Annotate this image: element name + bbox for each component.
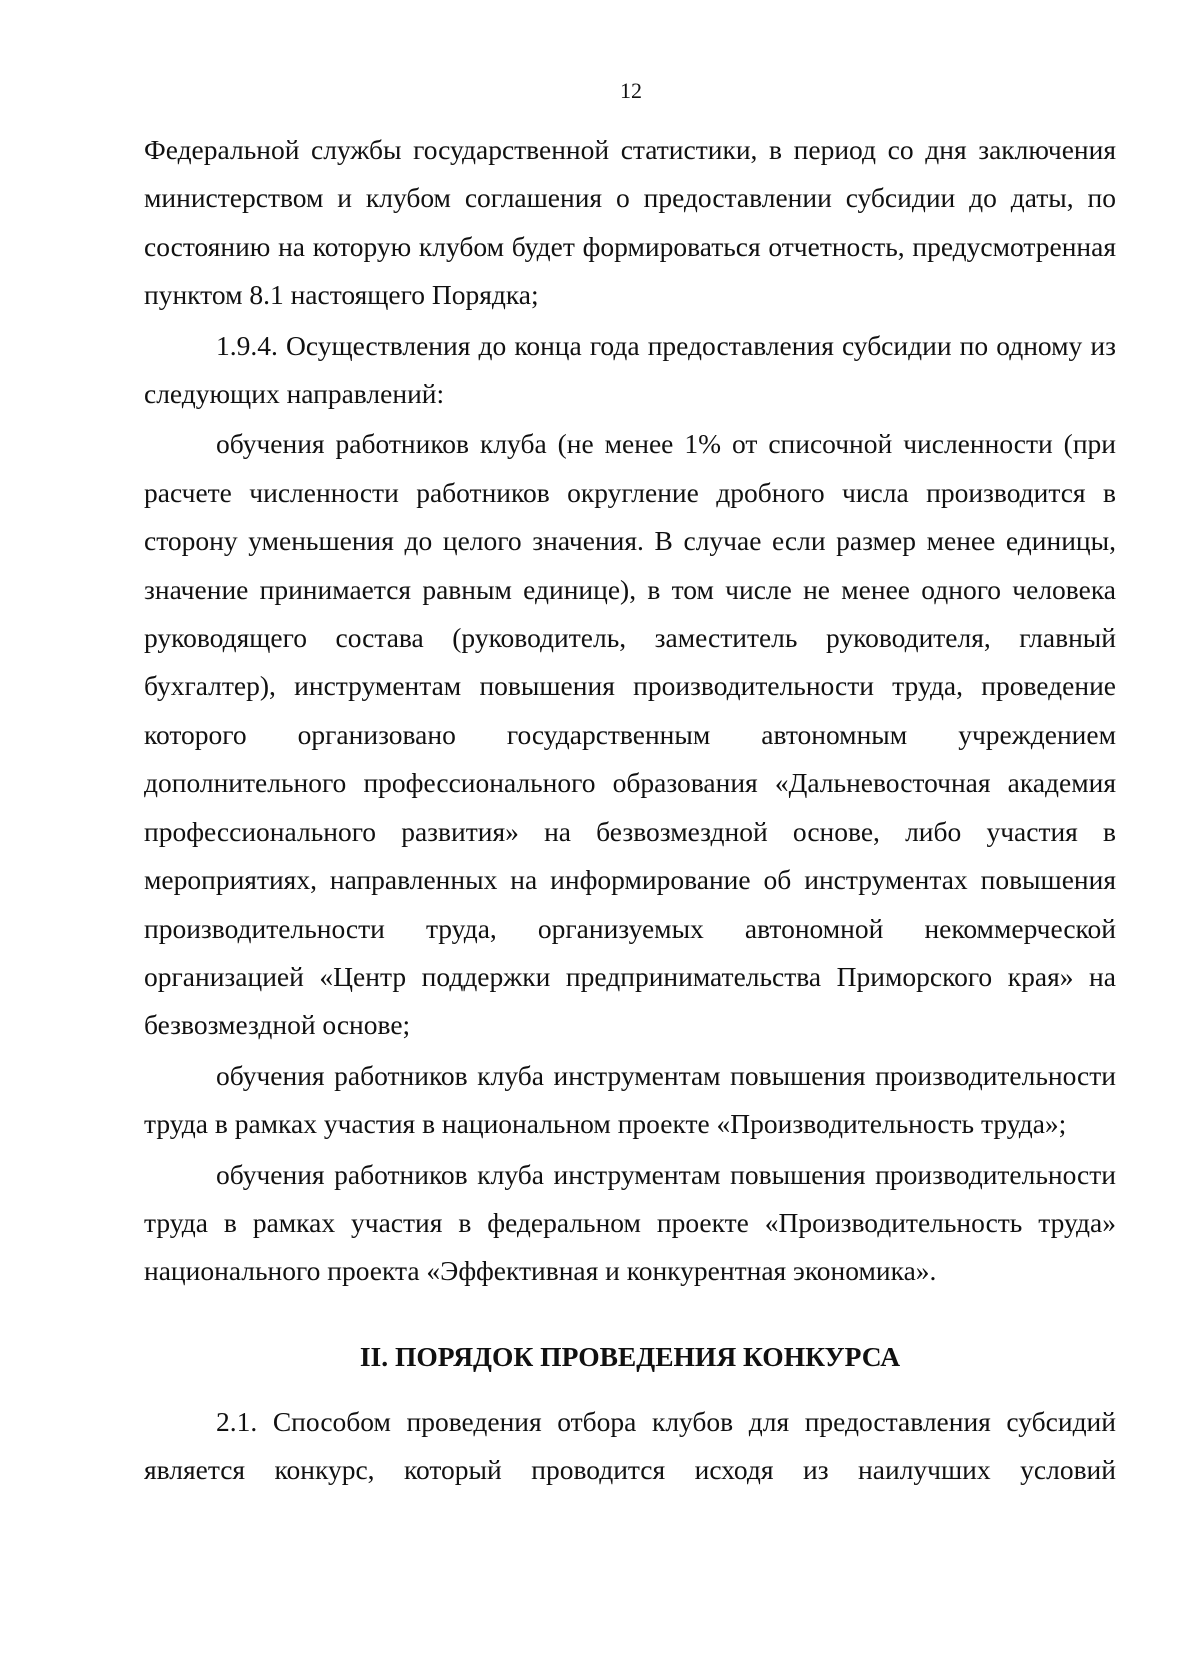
paragraph-training-option-3: обучения работников клуба инструментам повышения производительности труда в рамках участия в федеральном проекте «Производительность труда» национального проекта «Эффективная и конкурентная экономика». [144,1158,1116,1287]
page-number: 12 [620,78,642,103]
paragraph-1-9-4: 1.9.4. Осуществления до конца года предоставления субсидии по одному из следующих направлений: [144,329,1116,410]
paragraph-training-option-1: обучения работников клуба (не менее 1% от списочной численности (при расчете численности работников округление дробного числа производится в сторону уменьшения до целого значения. В случае если размер менее единицы, значение принимается равным единице), в том числе не менее одного человека руководящего состава (руководитель, заместитель руководителя, главный бухгалтер), инструментам повышения производительности труда, проведение которого организовано государственным автономным учреждением дополнительного профессионального образования «Дальневосточная академия профессионального развития» на безвозмездной основе, либо участия в мероприятиях, направленных на информирование об инструментах повышения производительности труда, организуемых автономной некоммерческой организацией «Центр поддержки предпринимательства Приморского края» на безвозмездной основе; [144,428,1116,1041]
section-heading: II. ПОРЯДОК ПРОВЕДЕНИЯ КОНКУРСА [359,1340,901,1372]
document-body [144,126,1116,1495]
paragraph-training-option-2: обучения работников клуба инструментам повышения производительности труда в рамках участия в национальном проекте «Производительность труда»; [144,1059,1116,1140]
paragraph-continuation: Федеральной службы государственной статистики, в период со дня заключения министерством и клубом соглашения о предоставлении субсидии до даты, по состоянию на которую клубом будет формироваться отчетность, предусмотренная пунктом 8.1 настоящего Порядка; [144,134,1116,311]
paragraph-2-1: 2.1. Способом проведения отбора клубов для предоставления субсидий является конкурс, который проводится исходя из наилучших условий [144,1405,1116,1486]
